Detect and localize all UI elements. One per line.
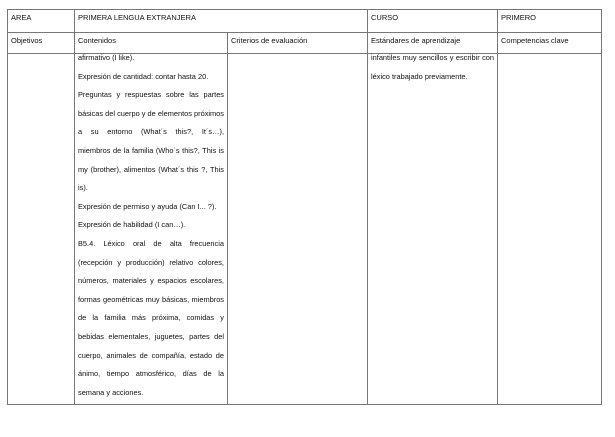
estandar-item: infantiles muy sencillos y escribir con léxico trabajado previamente. — [371, 53, 495, 81]
col-competencias: Competencias clave — [498, 33, 602, 54]
contenido-item: B5.4. Léxico oral de alta frecuencia (recepción y producción) relativo colores, números, materiales y espacios escolares, formas geométricas muy básicas, miembros de la familia más próxima, comidas y bebidas elementales, juguetes, partes del cuerpo, animales de compañía, estado de ánimo, tiempo atmosférico, días de la semana y acciones. — [78, 238, 224, 397]
col-criterios: Criterios de evaluación — [228, 33, 368, 54]
header-row — [8, 10, 602, 33]
curso-value: PRIMERO — [498, 10, 602, 33]
contenido-item: Expresión de permiso y ayuda (Can I... ?). — [78, 201, 217, 211]
col-estandares: Estándares de aprendizaje — [368, 33, 498, 54]
contenido-item: Preguntas y respuestas sobre las partes básicas del cuerpo y de elementos próximos a su entorno (What´s this?, It´s…), miembros de la familia (Who´s this?, This is my (brother), alimentos (What´s this ?, This is). — [78, 90, 224, 193]
estandares-cell — [368, 54, 498, 405]
objetivos-cell — [8, 54, 75, 405]
curriculum-table — [7, 9, 602, 405]
col-contenidos: Contenidos — [75, 33, 228, 54]
contenidos-cell — [75, 54, 228, 405]
contenido-item: afirmativo (I like). — [78, 53, 135, 62]
contenido-item: Expresión de habilidad (I can…). — [78, 220, 186, 230]
area-value: PRIMERA LENGUA EXTRANJERA — [75, 10, 368, 33]
curso-label: CURSO — [368, 10, 498, 33]
competencias-cell — [498, 54, 602, 405]
col-objetivos: Objetivos — [8, 33, 75, 54]
content-row — [8, 54, 602, 405]
area-label: AREA — [8, 10, 75, 33]
contenido-item: Expresión de cantidad: contar hasta 20. — [78, 71, 209, 81]
criterios-cell — [228, 54, 368, 405]
